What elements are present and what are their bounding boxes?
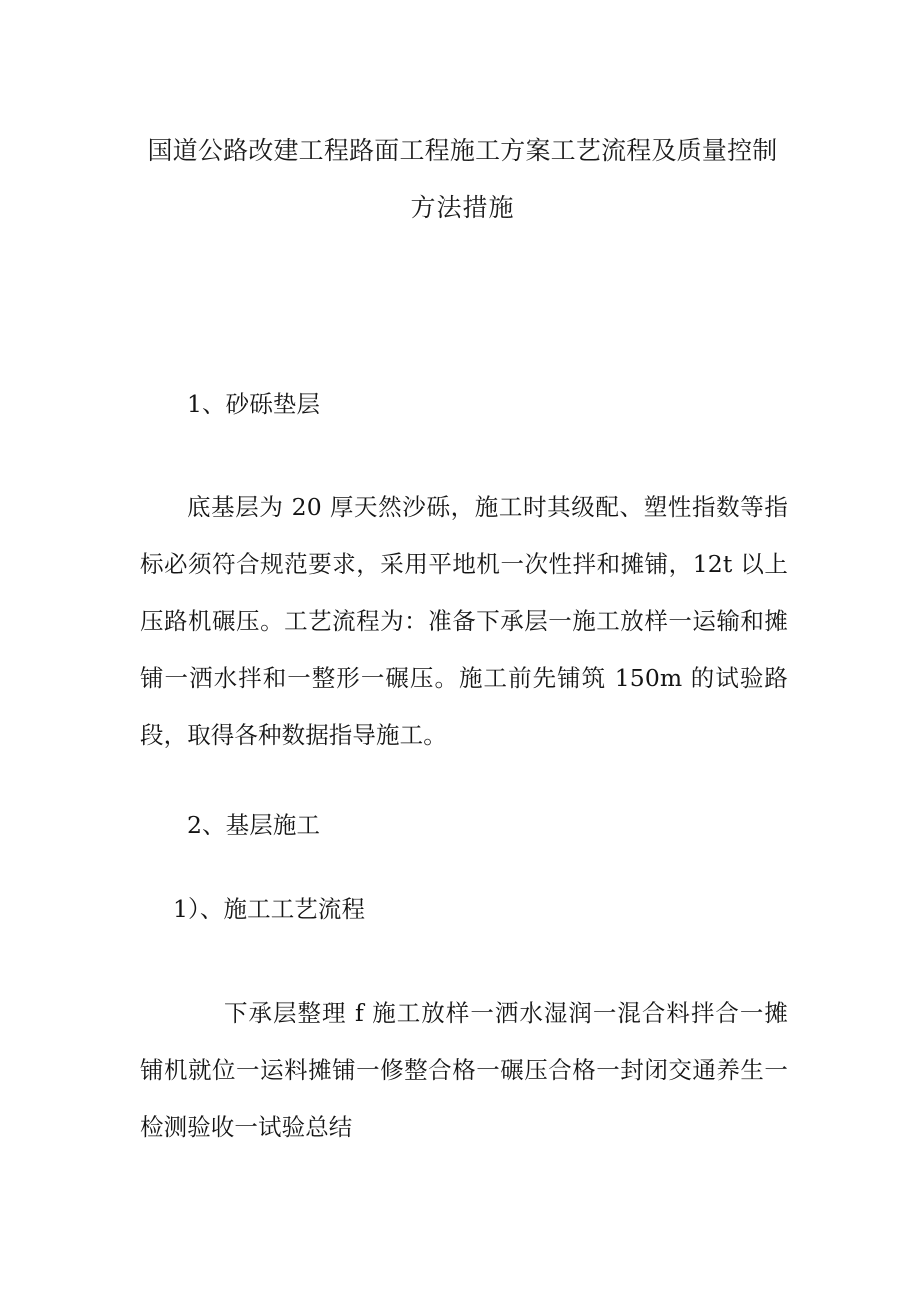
- section-2-paragraph-1: 下承层整理 f 施工放样一洒水湿润一混合料拌合一摊铺机就位一运料摊铺一修整合格一碾压合格一封闭交通养生一检测验收一试验总结: [140, 999, 788, 1141]
- spacer: [140, 938, 788, 985]
- document-title-line-2: 方法措施: [410, 193, 515, 222]
- section-heading-1: 1、砂砾垫层: [187, 390, 321, 418]
- spacer: [140, 433, 788, 479]
- document-title: [140, 122, 785, 236]
- section-base-course-construction: [140, 797, 788, 1156]
- section-heading-2: 2、基层施工: [187, 811, 321, 839]
- document-body: [140, 376, 788, 1156]
- spacer: [140, 854, 788, 881]
- section-sand-gravel-cushion: [140, 376, 788, 764]
- document-title-line-1: 国道公路改建工程路面工程施工方案工艺流程及质量控制: [147, 136, 778, 165]
- section-1-paragraph-1: 底基层为 20 厚天然沙砾，施工时其级配、塑性指数等指标必须符合规范要求，采用平地机一次性拌和摊铺，12t 以上压路机碾压。工艺流程为：准备下承层一施工放样一运输和摊铺一洒水拌和一整形一碾压。施工前先铺筑 150m 的试验路段，取得各种数据指导施工。: [140, 493, 788, 749]
- spacer: [140, 764, 788, 797]
- section-2-subheading-1: 1）、施工工艺流程: [173, 895, 366, 923]
